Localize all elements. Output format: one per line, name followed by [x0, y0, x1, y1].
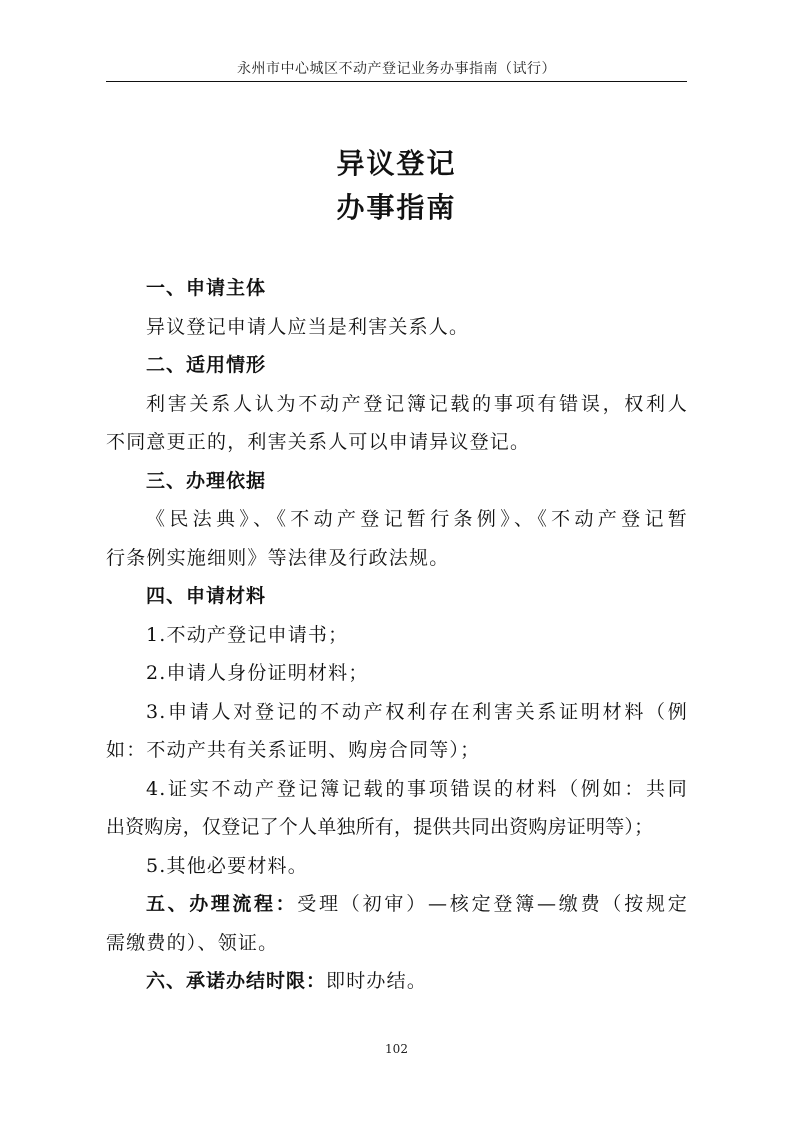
section-1-heading: 一、申请主体	[146, 277, 267, 299]
section-5-body: 受理（初审）—核定登簿—缴费（按规定	[297, 893, 688, 915]
section-4-heading: 四、申请材料	[146, 585, 267, 607]
section-4-item-4-line-2: 出资购房，仅登记了个人单独所有，提供共同出资购房证明等）；	[106, 816, 654, 838]
section-4-item-1: 1.不动产登记申请书；	[146, 624, 349, 646]
section-4-item-3-line-2: 如：不动产共有关系证明、购房合同等）；	[106, 739, 481, 761]
section-6-heading: 六、承诺办结时限：	[146, 970, 327, 992]
section-2-body-line-2: 不同意更正的，利害关系人可以申请异议登记。	[106, 431, 531, 453]
section-5-heading: 五、办理流程：	[146, 893, 298, 915]
section-4-item-4-line-1: 4.证实不动产登记簿记载的事项错误的材料（例如：共同	[146, 778, 688, 800]
section-2-body-line-1: 利害关系人认为不动产登记簿记载的事项有错误，权利人	[146, 393, 688, 415]
section-5-line-1	[106, 891, 688, 917]
section-4-item-2: 2.申请人身份证明材料；	[146, 662, 369, 684]
section-6-body: 即时办结。	[326, 970, 428, 992]
section-3-heading: 三、办理依据	[146, 470, 267, 492]
header-rule	[106, 81, 687, 82]
section-4-item-5: 5.其他必要材料。	[146, 855, 308, 877]
section-5-body-line-2: 需缴费的）、领证。	[106, 932, 279, 954]
document-title-line-1: 异议登记	[336, 147, 457, 180]
section-3-body-line-1: 《民法典》、《不动产登记暂行条例》、《不动产登记暂	[146, 508, 688, 530]
page-number: 102	[385, 1042, 408, 1056]
section-4-item-3-line-1: 3.申请人对登记的不动产权利存在利害关系证明材料（例	[146, 701, 688, 723]
section-1-body: 异议登记申请人应当是利害关系人。	[146, 316, 470, 338]
running-header: 永州市中心城区不动产登记业务办事指南（试行）	[237, 61, 556, 77]
section-6-line	[106, 968, 688, 994]
section-2-heading: 二、适用情形	[146, 354, 267, 376]
section-3-body-line-2: 行条例实施细则》等法律及行政法规。	[106, 547, 450, 569]
document-title-line-2: 办事指南	[336, 191, 457, 224]
